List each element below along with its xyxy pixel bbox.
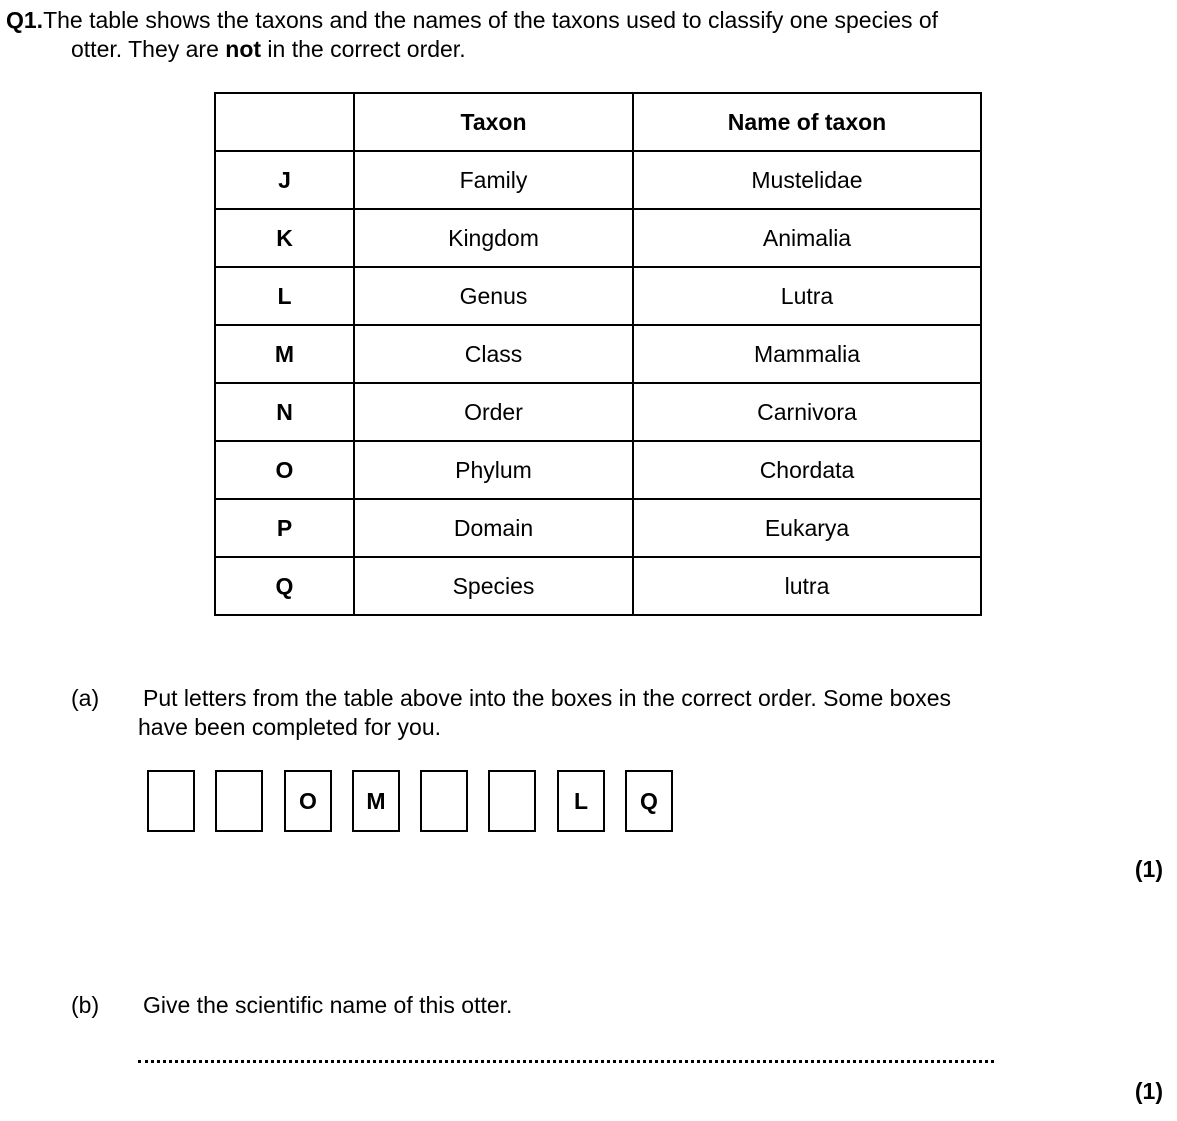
row-letter: L xyxy=(215,267,354,325)
row-name: Lutra xyxy=(633,267,981,325)
answer-box-2[interactable] xyxy=(215,770,263,832)
row-name: lutra xyxy=(633,557,981,615)
part-a-marks: (1) xyxy=(1134,856,1163,882)
part-b-question: Give the scientific name of this otter. xyxy=(143,992,513,1018)
row-taxon: Domain xyxy=(354,499,633,557)
table-row xyxy=(215,441,981,499)
answer-box-5[interactable] xyxy=(420,770,468,832)
answer-box-4: M xyxy=(352,770,400,832)
answer-box-3: O xyxy=(284,770,332,832)
part-a-label: (a) xyxy=(71,685,100,711)
row-letter: K xyxy=(215,209,354,267)
row-name: Chordata xyxy=(633,441,981,499)
row-letter: P xyxy=(215,499,354,557)
header-taxon: Taxon xyxy=(354,93,633,151)
table-row xyxy=(215,383,981,441)
header-letter xyxy=(215,93,354,151)
question-stem xyxy=(6,6,1066,64)
row-name: Mammalia xyxy=(633,325,981,383)
table-header-row xyxy=(215,93,981,151)
row-letter: N xyxy=(215,383,354,441)
row-name: Carnivora xyxy=(633,383,981,441)
row-letter: O xyxy=(215,441,354,499)
row-letter: Q xyxy=(215,557,354,615)
row-name: Mustelidae xyxy=(633,151,981,209)
answer-line[interactable] xyxy=(138,1060,994,1063)
emphasis-not: not xyxy=(225,36,262,62)
answer-box-7: L xyxy=(557,770,605,832)
row-letter: M xyxy=(215,325,354,383)
question-text-line2 xyxy=(6,35,1066,64)
table-row xyxy=(215,267,981,325)
row-taxon: Genus xyxy=(354,267,633,325)
part-a-text-line1: Put letters from the table above into the boxes in the correct order. Some boxes xyxy=(143,685,951,711)
row-letter: J xyxy=(215,151,354,209)
row-taxon: Family xyxy=(354,151,633,209)
row-taxon: Class xyxy=(354,325,633,383)
table-row xyxy=(215,151,981,209)
row-taxon: Phylum xyxy=(354,441,633,499)
table-row xyxy=(215,325,981,383)
header-name-of-taxon: Name of taxon xyxy=(633,93,981,151)
taxon-table xyxy=(214,92,982,616)
row-name: Eukarya xyxy=(633,499,981,557)
answer-box-1[interactable] xyxy=(147,770,195,832)
row-name: Animalia xyxy=(633,209,981,267)
table-row xyxy=(215,209,981,267)
part-a-text xyxy=(138,684,1068,742)
answer-box-6[interactable] xyxy=(488,770,536,832)
question-number: Q1. xyxy=(6,7,44,33)
question-text-line2-start: otter. They are xyxy=(71,36,226,62)
row-taxon: Kingdom xyxy=(354,209,633,267)
question-text-line2-end: in the correct order. xyxy=(261,36,466,62)
part-b-marks: (1) xyxy=(1134,1078,1163,1104)
question-text-line1: The table shows the taxons and the names of the taxons used to classify one species of xyxy=(43,7,939,33)
row-taxon: Species xyxy=(354,557,633,615)
part-b-label: (b) xyxy=(71,992,100,1018)
answer-box-8: Q xyxy=(625,770,673,832)
part-b-text xyxy=(138,991,1068,1020)
table-row xyxy=(215,557,981,615)
row-taxon: Order xyxy=(354,383,633,441)
part-a-text-line2: have been completed for you. xyxy=(138,714,442,740)
table-row xyxy=(215,499,981,557)
